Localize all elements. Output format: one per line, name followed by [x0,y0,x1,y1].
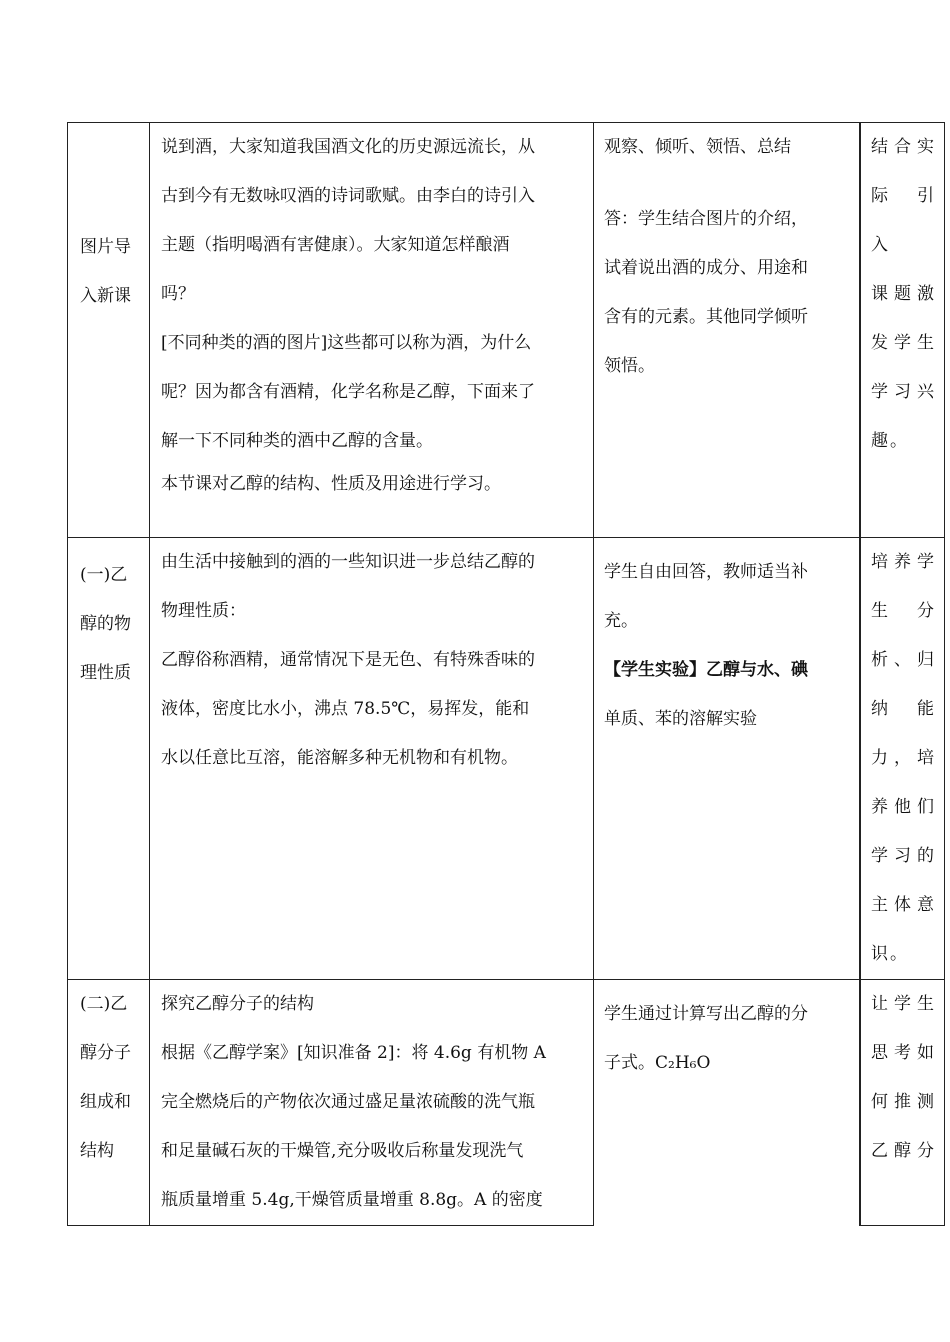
teacher-text: 液体，密度比水小，沸点 78.5℃，易挥发，能和 [161,699,530,719]
goal-text: 入 [871,235,890,255]
teacher-text: 根据《乙醇学案》[知识准备 2]：将 4.6g 有机物 A [161,1043,546,1063]
teacher-text: 主题（指明喝酒有害健康）。大家知道怎样酿酒 [161,235,510,255]
teacher-activity-cell [150,980,594,1226]
stage-text: 入新课 [80,286,131,306]
goal-text: 学习的 [871,846,936,866]
teacher-text: 本节课对乙醇的结构、性质及用途进行学习。 [161,474,501,494]
goal-text: 结合实 [871,137,936,157]
goal-text: 析、归 [871,650,936,670]
goal-text: 纳 能 [871,699,936,719]
teacher-text: 水以任意比互溶，能溶解多种无机物和有机物。 [161,748,518,768]
stage-cell [68,123,150,538]
teacher-text: [不同种类的酒的图片]这些都可以称为酒，为什么 [161,333,532,353]
stage-cell [68,980,150,1226]
goal-text: 学习兴 [871,382,936,402]
goal-text: 际 引 [871,186,936,206]
teacher-text: 古到今有无数咏叹酒的诗词歌赋。由李白的诗引入 [161,186,535,206]
student-activity-cell [594,538,860,980]
student-activity-cell [594,980,860,1226]
goal-text: 主体意 [871,895,936,915]
goal-text: 乙醇分 [871,1141,936,1161]
teacher-text: 和足量碱石灰的干燥管,充分吸收后称量发现洗气 [161,1141,524,1161]
goal-text: 培养学 [871,552,936,572]
student-text: 学生通过计算写出乙醇的分 [604,1004,808,1024]
teacher-text: 说到酒，大家知道我国酒文化的历史源远流长，从 [161,137,535,157]
goal-cell [861,538,945,980]
teacher-activity-cell [150,123,594,538]
stage-cell [68,538,150,980]
teacher-text: 瓶质量增重 5.4g,干燥管质量增重 8.8g。A 的密度 [161,1190,543,1210]
goal-text: 生 分 [871,601,936,621]
stage-text: 图片导 [80,237,131,257]
student-text: 【学生实验】乙醇与水、碘 [604,660,808,680]
goal-text: 发学生 [871,333,936,353]
goal-text: 何推测 [871,1092,936,1112]
stage-text: 醇的物 [80,614,131,634]
stage-text: 组成和 [80,1092,131,1112]
goal-text: 趣。 [871,431,909,451]
teacher-text: 完全燃烧后的产物依次通过盛足量浓硫酸的洗气瓶 [161,1092,535,1112]
teacher-text: 物理性质： [161,601,246,621]
student-text: 试着说出酒的成分、用途和 [604,258,808,278]
goal-text: 让学生 [871,994,936,1014]
goal-text: 课题激 [871,284,936,304]
teacher-activity-cell [150,538,594,980]
goal-text: 思考如 [871,1043,936,1063]
table-row [68,538,945,980]
goal-text: 养他们 [871,797,936,817]
student-text: 观察、倾听、领悟、总结 [604,137,791,157]
goal-cell [861,123,945,538]
teacher-text: 由生活中接触到的酒的一些知识进一步总结乙醇的 [161,552,535,572]
student-text: 单质、苯的溶解实验 [604,709,757,729]
lesson-plan-table [67,122,945,1226]
table-row [68,123,945,538]
student-text: 学生自由回答，教师适当补 [604,562,808,582]
teacher-text: 解一下不同种类的酒中乙醇的含量。 [161,431,433,451]
goal-text: 识。 [871,944,909,964]
table-row [68,980,945,1226]
teacher-text: 探究乙醇分子的结构 [161,994,314,1014]
goal-text: 力，培 [871,748,936,768]
student-text: 领悟。 [604,356,655,376]
stage-text: 结构 [80,1141,114,1161]
stage-text: (二)乙 [80,994,128,1014]
teacher-text: 吗？ [161,284,195,304]
teacher-text: 乙醇俗称酒精，通常情况下是无色、有特殊香味的 [161,650,535,670]
student-text: 充。 [604,611,638,631]
goal-cell [861,980,945,1226]
student-text: 子式。C₂H₆O [604,1053,711,1073]
stage-text: 醇分子 [80,1043,131,1063]
student-text: 含有的元素。其他同学倾听 [604,307,808,327]
student-activity-cell [594,123,860,538]
teacher-text: 呢？因为都含有酒精，化学名称是乙醇，下面来了 [161,382,535,402]
stage-text: 理性质 [80,663,131,683]
stage-text: (一)乙 [80,565,128,585]
student-text: 答：学生结合图片的介绍， [604,209,808,229]
